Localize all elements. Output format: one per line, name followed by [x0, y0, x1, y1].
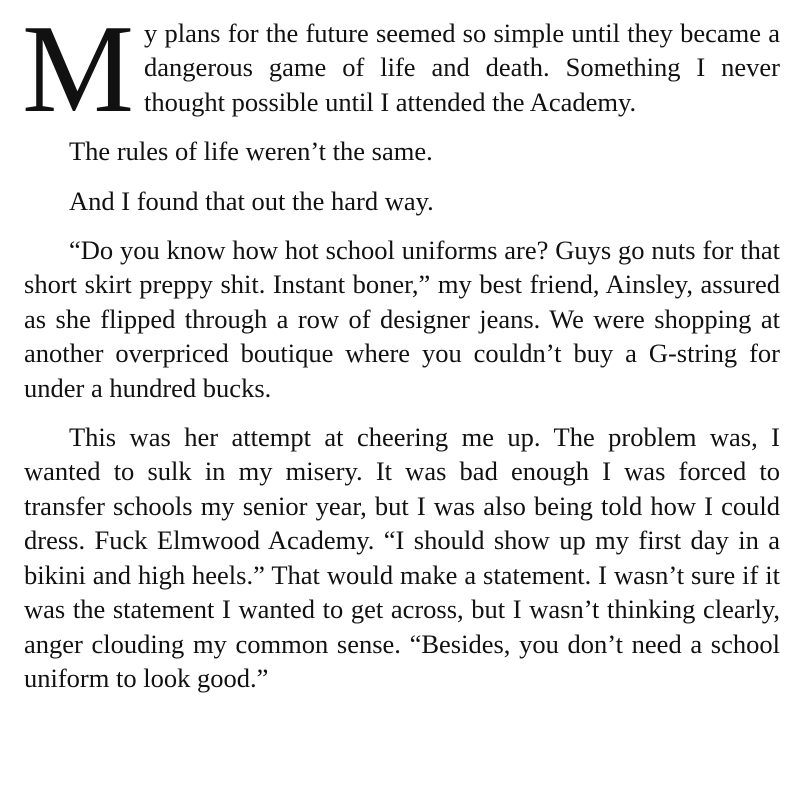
paragraph-hard-way: And I found that out the hard way. — [69, 185, 434, 216]
paragraph-rules: The rules of life weren’t the same. — [69, 136, 433, 167]
opening-paragraph-text: y plans for the future seemed so simple until they became a dangerous game of life and death. Something I never thought possible until I attended the Academy. — [144, 18, 780, 117]
paragraph-cheering: This was her attempt at cheering me up. The problem was, I wanted to sulk in my misery. It was bad enough I was forced to transfer schools my senior year, but I was also being told how I could dress. Fuck Elmwood Academy. “I should show up my first day in a bikini and high heels.” That would make a statement. I wasn’t sure if it was the statement I wanted to get across, but I wasn’t thinking clearly, anger clouding my common sense. “Besides, you don’t need a school uniform to look good.” — [24, 422, 780, 693]
drop-cap: M — [22, 0, 135, 139]
opening-paragraph — [22, 0, 780, 139]
paragraph-uniforms: “Do you know how hot school uniforms are? Guys go nuts for that short skirt preppy shit. Instant boner,” my best friend, Ainsley, assured as she flipped through a row of designer jeans. We were shopping at another overpriced boutique where you couldn’t buy a G-string for under a hundred bucks. — [24, 235, 780, 403]
